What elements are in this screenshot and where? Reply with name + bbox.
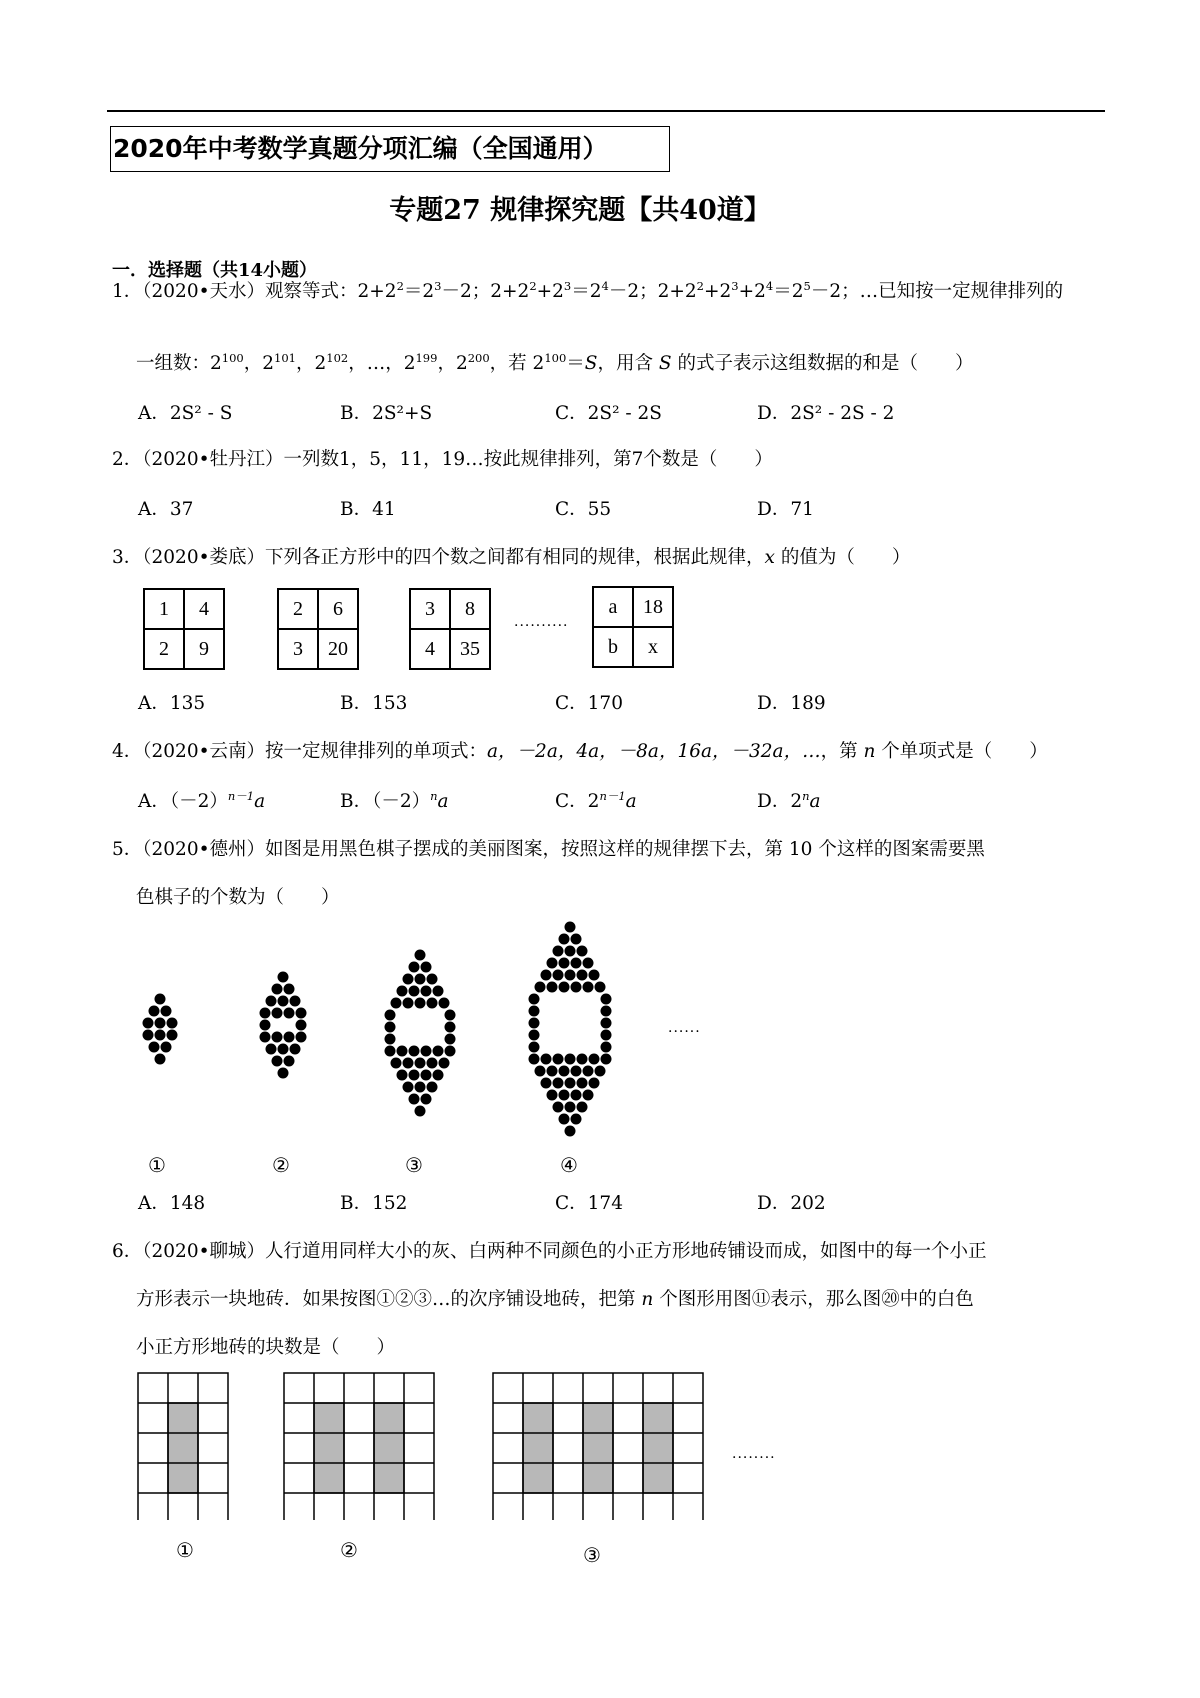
q5-option-d[interactable]: D．202 bbox=[757, 1193, 826, 1214]
q3-option-c[interactable]: C．170 bbox=[555, 693, 623, 714]
cell: 18 bbox=[633, 587, 673, 627]
q6-line2: 方形表示一块地砖．如果按图①②③…的次序铺设地砖，把第 n 个图形用图⑪表示，那么图⑳中的白色 bbox=[136, 1289, 974, 1310]
q3-stem: 3．（2020•娄底）下列各正方形中的四个数之间都有相同的规律，根据此规律，x 的值为（ ） bbox=[112, 547, 911, 568]
q3-square-3 bbox=[409, 588, 491, 670]
q3-square-2 bbox=[277, 588, 359, 670]
tile-figure-1 bbox=[138, 1373, 228, 1520]
cell: 2 bbox=[144, 629, 184, 669]
q4-option-b[interactable]: B．$(-2)^na$ bbox=[340, 789, 449, 812]
q5-option-a[interactable]: A．148 bbox=[138, 1193, 206, 1214]
q5-ellipsis: ······ bbox=[668, 1024, 701, 1040]
cell: 8 bbox=[450, 589, 490, 629]
q4-option-a[interactable]: A．$(-2)^{n-1}a$ bbox=[138, 789, 266, 812]
q1-option-d[interactable]: D．2S² - 2S - 2 bbox=[757, 403, 895, 424]
q1-line2: 一组数：$2^{100}$，$2^{101}$，$2^{102}$，…，$2^{199}$，$2^{200}$，若 $2^{100}=S$，用含 S 的式子表示这组数据的和是（ ） bbox=[136, 351, 974, 374]
q4-option-d[interactable]: D．2$^n$a bbox=[757, 789, 821, 812]
cell: b bbox=[593, 627, 633, 667]
section-heading: 一．选择题（共14小题） bbox=[112, 260, 318, 281]
pattern-3 bbox=[385, 950, 456, 1117]
figure-label-3: ③ bbox=[405, 1153, 423, 1177]
cell: 20 bbox=[318, 629, 358, 669]
q2-stem: 2．（2020•牡丹江）一列数1，5，11，19…按此规律排列，第7个数是（ ） bbox=[112, 449, 773, 470]
q1-option-b[interactable]: B．2S²+S bbox=[340, 403, 433, 424]
chess-pattern-figure bbox=[120, 915, 740, 1175]
cell: 9 bbox=[184, 629, 224, 669]
q2-option-d[interactable]: D．71 bbox=[757, 499, 814, 520]
q4-option-c[interactable]: C．$2^{n-1}a$ bbox=[555, 789, 637, 812]
cell: 3 bbox=[410, 589, 450, 629]
cell: x bbox=[633, 627, 673, 667]
cell: 35 bbox=[450, 629, 490, 669]
q6-line3: 小正方形地砖的块数是（ ） bbox=[136, 1337, 396, 1358]
cell: 2 bbox=[278, 589, 318, 629]
pattern-2 bbox=[260, 972, 307, 1079]
q2-option-b[interactable]: B．41 bbox=[340, 499, 396, 520]
q5-line1: 5．（2020•德州）如图是用黑色棋子摆成的美丽图案，按照这样的规律摆下去，第 10 个这样的图案需要黑 bbox=[112, 839, 985, 860]
q2-option-c[interactable]: C．55 bbox=[555, 499, 612, 520]
figure-label-4: ④ bbox=[560, 1153, 578, 1177]
tile-pattern-figure bbox=[130, 1370, 720, 1520]
q1-option-c[interactable]: C．2S² - 2S bbox=[555, 403, 662, 424]
tile-label-1: ① bbox=[176, 1538, 194, 1562]
cell: 4 bbox=[410, 629, 450, 669]
q3-option-a[interactable]: A．135 bbox=[138, 693, 206, 714]
cell: 3 bbox=[278, 629, 318, 669]
q6-ellipsis: ········ bbox=[732, 1450, 776, 1466]
page-title: 专题27 规律探究题【共40道】 bbox=[389, 195, 771, 226]
q1-option-a[interactable]: A．2S² - S bbox=[138, 403, 233, 424]
q6-line1: 6．（2020•聊城）人行道用同样大小的灰、白两种不同颜色的小正方形地砖铺设而成，如图中的每一个小正 bbox=[112, 1241, 987, 1262]
tile-label-3: ③ bbox=[583, 1543, 601, 1567]
cell: a bbox=[593, 587, 633, 627]
q1-line1: 1．（2020•天水）观察等式：$2+2^2=2^3-2$；$2+2^2+2^3=2^4-2$；$2+2^2+2^3+2^4=2^5-2$；…已知按一定规律排列的 bbox=[112, 279, 1064, 302]
tile-label-2: ② bbox=[340, 1538, 358, 1562]
cell: 1 bbox=[144, 589, 184, 629]
collection-title: 2020年中考数学真题分项汇编（全国通用） bbox=[110, 126, 670, 172]
q3-option-d[interactable]: D．189 bbox=[757, 693, 826, 714]
q2-option-a[interactable]: A．37 bbox=[138, 499, 194, 520]
q4-stem: 4．（2020•云南）按一定规律排列的单项式：a，－2a，4a，－8a，16a，－32a，…，第 n 个单项式是（ ） bbox=[112, 741, 1048, 762]
pattern-4 bbox=[529, 922, 612, 1137]
q5-option-c[interactable]: C．174 bbox=[555, 1193, 623, 1214]
pattern-1 bbox=[143, 994, 178, 1065]
top-rule bbox=[107, 110, 1105, 112]
tile-figure-2 bbox=[284, 1373, 434, 1520]
q3-square-1 bbox=[143, 588, 225, 670]
q5-option-b[interactable]: B．152 bbox=[340, 1193, 408, 1214]
q3-square-4 bbox=[592, 586, 674, 668]
figure-label-2: ② bbox=[272, 1153, 290, 1177]
q5-line2: 色棋子的个数为（ ） bbox=[136, 887, 340, 908]
figure-label-1: ① bbox=[148, 1153, 166, 1177]
q3-ellipsis: ·········· bbox=[514, 618, 569, 634]
tile-figure-3 bbox=[493, 1373, 703, 1520]
q3-option-b[interactable]: B．153 bbox=[340, 693, 408, 714]
cell: 4 bbox=[184, 589, 224, 629]
cell: 6 bbox=[318, 589, 358, 629]
